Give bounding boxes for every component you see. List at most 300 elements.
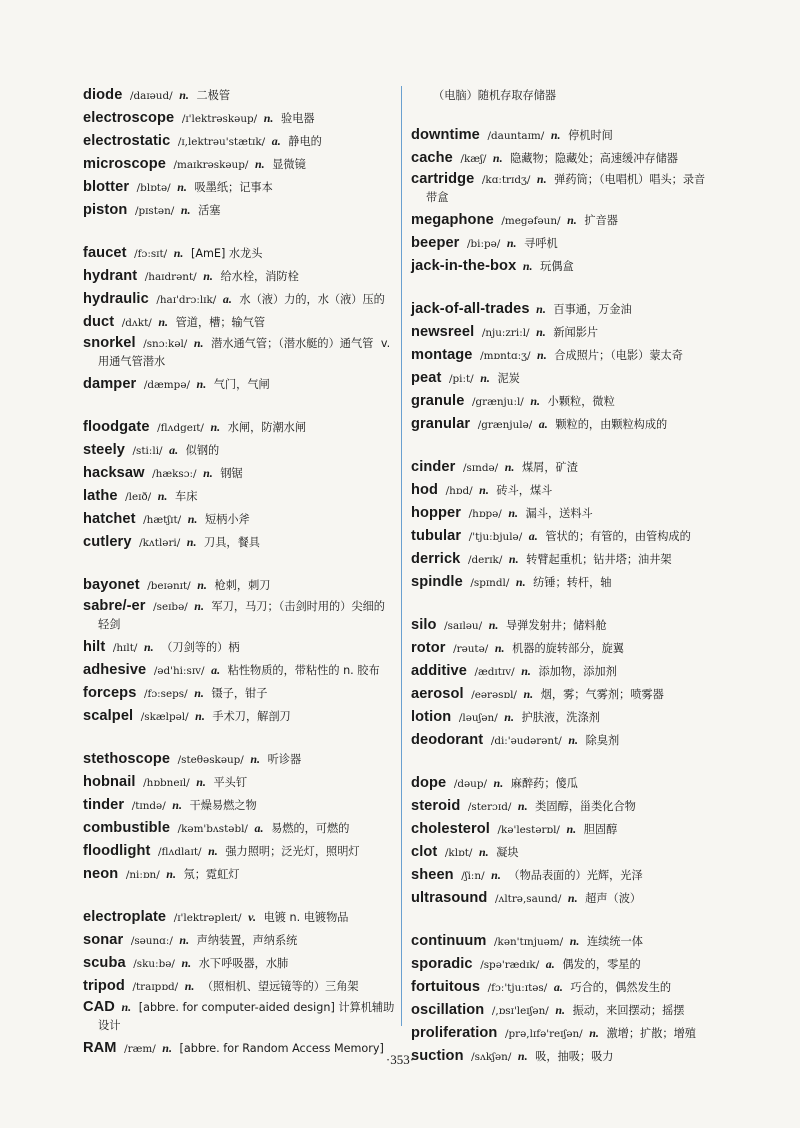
dictionary-entry bbox=[411, 683, 711, 706]
pronunciation: /flʌdgeɪt/ bbox=[157, 422, 204, 434]
dictionary-entry bbox=[83, 906, 395, 929]
headword: jack-of-all-trades bbox=[411, 301, 530, 317]
definition-extra: v. 用通气管潜水 bbox=[98, 337, 391, 368]
headword: hilt bbox=[83, 639, 106, 655]
definition: 潜水通气管；（潜水艇的）通气管 bbox=[211, 337, 374, 350]
definition: 烟，雾；气雾剂；喷雾器 bbox=[540, 688, 664, 701]
entry-group bbox=[411, 772, 711, 910]
headword: combustible bbox=[83, 820, 171, 836]
dictionary-entry bbox=[411, 479, 711, 502]
dictionary-entry bbox=[83, 130, 395, 153]
dictionary-entry bbox=[411, 255, 711, 278]
definition: 颗粒的，由颗粒构成的 bbox=[555, 418, 668, 431]
definition: 胆固醇 bbox=[583, 823, 618, 836]
definition: 二极管 bbox=[196, 89, 231, 102]
definition: 小颗粒，微粒 bbox=[547, 395, 615, 408]
definition: 弹药筒；（电唱机）唱头；录音带盒 bbox=[426, 173, 706, 204]
pronunciation: /skælpəl/ bbox=[140, 711, 189, 723]
part-of-speech: n. bbox=[179, 933, 190, 947]
definition: 电镀 n. 电镀物品 bbox=[263, 911, 349, 924]
pronunciation: /fɔːsɪt/ bbox=[134, 248, 168, 260]
part-of-speech: a. bbox=[545, 957, 555, 971]
pronunciation: /daɪəud/ bbox=[129, 90, 173, 102]
pronunciation: /kʌtləri/ bbox=[139, 537, 181, 549]
dictionary-entry bbox=[83, 153, 395, 176]
pronunciation: /seɪbə/ bbox=[153, 601, 188, 613]
dictionary-entry bbox=[83, 107, 395, 130]
part-of-speech: n. bbox=[488, 618, 499, 632]
headword: aerosol bbox=[411, 686, 464, 702]
dictionary-entry bbox=[411, 232, 711, 255]
headword: sporadic bbox=[411, 956, 473, 972]
definition: 氖；霓虹灯 bbox=[183, 868, 240, 881]
dictionary-entry bbox=[411, 1022, 711, 1045]
part-of-speech: n. bbox=[517, 1049, 528, 1063]
dictionary-entry bbox=[411, 390, 711, 413]
headword: stethoscope bbox=[83, 751, 171, 767]
headword: proliferation bbox=[411, 1025, 498, 1041]
definition: 给水栓，消防栓 bbox=[220, 270, 299, 283]
part-of-speech: n. bbox=[172, 798, 182, 812]
definition: 麻醉药；傻瓜 bbox=[510, 777, 578, 790]
dictionary-entry bbox=[83, 952, 395, 975]
pronunciation: /kæʃ/ bbox=[460, 153, 487, 165]
dictionary-entry bbox=[83, 462, 395, 485]
part-of-speech: a. bbox=[254, 821, 264, 835]
headword: electrostatic bbox=[83, 133, 171, 149]
left-column bbox=[83, 84, 395, 1080]
headword: tinder bbox=[83, 797, 125, 813]
pronunciation: /mɒntɑːʒ/ bbox=[480, 350, 531, 362]
headword: hod bbox=[411, 482, 439, 498]
definition: 似钢的 bbox=[185, 444, 220, 457]
right-entries bbox=[411, 124, 711, 1068]
part-of-speech: n. bbox=[566, 822, 577, 836]
headword: neon bbox=[83, 866, 119, 882]
entry-group bbox=[411, 456, 711, 594]
part-of-speech: n. bbox=[196, 775, 206, 789]
headword: granular bbox=[411, 416, 471, 432]
headword: oscillation bbox=[411, 1002, 485, 1018]
part-of-speech: n. bbox=[517, 799, 528, 813]
headword: hydrant bbox=[83, 268, 138, 284]
dictionary-entry bbox=[83, 840, 395, 863]
dictionary-entry bbox=[411, 525, 711, 548]
part-of-speech: n. bbox=[184, 979, 195, 993]
headword: bayonet bbox=[83, 577, 140, 593]
part-of-speech: n. bbox=[181, 956, 192, 970]
headword: sabre/-er bbox=[83, 598, 146, 614]
part-of-speech: n. bbox=[158, 315, 169, 329]
headword: damper bbox=[83, 376, 137, 392]
part-of-speech: n. bbox=[143, 640, 154, 654]
headword: hatchet bbox=[83, 511, 136, 527]
part-of-speech: n. bbox=[523, 687, 534, 701]
dictionary-entry bbox=[411, 170, 711, 207]
pronunciation: /steθəskəup/ bbox=[177, 754, 244, 766]
pronunciation: /skuːbə/ bbox=[133, 958, 175, 970]
dictionary-entry bbox=[411, 548, 711, 571]
definition: 吸，抽吸；吸力 bbox=[535, 1050, 614, 1063]
pronunciation: /kə'lestərɒl/ bbox=[497, 824, 560, 836]
dictionary-entry bbox=[411, 614, 711, 637]
pronunciation: /fɔː'tjuːɪtəs/ bbox=[487, 982, 548, 994]
part-of-speech: n. bbox=[157, 489, 168, 503]
pronunciation: /hɒpə/ bbox=[468, 508, 502, 520]
pronunciation: /grænjuːl/ bbox=[471, 396, 524, 408]
definition: 漏斗，送料斗 bbox=[525, 507, 593, 520]
definition: 粘性物质的，带粘性的 n. 胶布 bbox=[227, 664, 380, 677]
dictionary-entry bbox=[83, 659, 395, 682]
part-of-speech: n. bbox=[208, 844, 218, 858]
pronunciation: /hɒbneɪl/ bbox=[143, 777, 190, 789]
part-of-speech: n. bbox=[492, 151, 503, 165]
dictionary-entry bbox=[83, 998, 395, 1035]
pronunciation: /dæmpə/ bbox=[143, 379, 190, 391]
definition: [abbre. for computer-aided design] 计算机辅助设计 bbox=[98, 1001, 395, 1032]
dictionary-entry bbox=[83, 531, 395, 554]
dictionary-entry bbox=[83, 929, 395, 952]
dictionary-entry bbox=[411, 795, 711, 818]
dictionary-entry bbox=[411, 930, 711, 953]
dictionary-entry bbox=[83, 597, 395, 634]
part-of-speech: n. bbox=[521, 664, 531, 678]
headword: blotter bbox=[83, 179, 130, 195]
headword: hydraulic bbox=[83, 291, 149, 307]
dictionary-entry bbox=[83, 311, 395, 334]
definition: 除臭剂 bbox=[585, 734, 620, 747]
dictionary-entry bbox=[83, 334, 395, 371]
part-of-speech: n. bbox=[568, 733, 579, 747]
definition: 振动，来回摆动；摇摆 bbox=[572, 1004, 685, 1017]
definition: 短柄小斧 bbox=[204, 513, 250, 526]
pronunciation: /spə'rædɪk/ bbox=[480, 959, 540, 971]
part-of-speech: n. bbox=[491, 868, 501, 882]
part-of-speech: n. bbox=[180, 203, 191, 217]
headword: peat bbox=[411, 370, 442, 386]
part-of-speech: n. bbox=[194, 686, 204, 700]
definition: 手术刀，解剖刀 bbox=[212, 710, 291, 723]
dictionary-entry bbox=[83, 508, 395, 531]
part-of-speech: n. bbox=[494, 641, 505, 655]
headword: megaphone bbox=[411, 212, 494, 228]
definition: 砖斗，煤斗 bbox=[496, 484, 553, 497]
pronunciation: /ræm/ bbox=[124, 1043, 156, 1055]
headword: downtime bbox=[411, 127, 480, 143]
pronunciation: /kən'tɪnjuəm/ bbox=[494, 936, 564, 948]
definition: 听诊器 bbox=[267, 753, 302, 766]
definition: 水下呼吸器，水肺 bbox=[198, 957, 289, 970]
dictionary-entry bbox=[411, 637, 711, 660]
headword: spindle bbox=[411, 574, 463, 590]
dictionary-entry bbox=[83, 288, 395, 311]
pronunciation: /stiːli/ bbox=[132, 445, 163, 457]
headword: cinder bbox=[411, 459, 456, 475]
definition: 显微镜 bbox=[272, 158, 306, 171]
dictionary-entry bbox=[83, 242, 395, 265]
dictionary-entry bbox=[83, 439, 395, 462]
headword: scalpel bbox=[83, 708, 134, 724]
dictionary-entry bbox=[83, 176, 395, 199]
part-of-speech: n. bbox=[550, 128, 561, 142]
dictionary-entry bbox=[411, 818, 711, 841]
pronunciation: /klɒt/ bbox=[444, 847, 473, 859]
dictionary-entry bbox=[411, 887, 711, 910]
entry-group bbox=[83, 906, 395, 1060]
pronunciation: /piːt/ bbox=[448, 373, 474, 385]
pronunciation: /pɪstən/ bbox=[134, 205, 175, 217]
definition: 停机时间 bbox=[568, 129, 613, 142]
pronunciation: /derɪk/ bbox=[467, 554, 503, 566]
headword: continuum bbox=[411, 933, 487, 949]
pronunciation: /haɪdrənt/ bbox=[144, 271, 197, 283]
definition: 偶发的，零星的 bbox=[562, 958, 641, 971]
part-of-speech: n. bbox=[530, 394, 541, 408]
pronunciation: /saɪləu/ bbox=[444, 620, 483, 632]
part-of-speech: n. bbox=[203, 269, 213, 283]
dictionary-entry bbox=[411, 413, 711, 436]
part-of-speech: n. bbox=[536, 172, 547, 186]
pronunciation: /rəutə/ bbox=[453, 643, 489, 655]
part-of-speech: n. bbox=[210, 420, 221, 434]
pronunciation: /dəup/ bbox=[453, 778, 487, 790]
headword: piston bbox=[83, 202, 128, 218]
definition: 枪刺，刺刀 bbox=[214, 579, 271, 592]
definition: 干燥易燃之物 bbox=[189, 799, 257, 812]
entry-group bbox=[83, 242, 395, 396]
dictionary-entry bbox=[411, 976, 711, 999]
definition: 活塞 bbox=[198, 204, 221, 217]
part-of-speech: n. bbox=[536, 325, 546, 339]
headword: lotion bbox=[411, 709, 452, 725]
dictionary-entry bbox=[411, 124, 711, 147]
definition: 玩偶盒 bbox=[540, 260, 574, 273]
definition: 巧合的，偶然发生的 bbox=[570, 981, 672, 994]
pronunciation: /dʌkt/ bbox=[121, 317, 152, 329]
headword: electroscope bbox=[83, 110, 175, 126]
entry-group bbox=[83, 574, 395, 728]
pronunciation: /,ɒsɪ'leɪʃən/ bbox=[491, 1005, 549, 1017]
dictionary-entry bbox=[411, 953, 711, 976]
pronunciation: /hɒd/ bbox=[445, 485, 473, 497]
entry-group bbox=[411, 930, 711, 1068]
definition: 刀具，餐具 bbox=[204, 536, 260, 549]
pronunciation: /sterɔɪd/ bbox=[467, 801, 512, 813]
headword: sheen bbox=[411, 867, 454, 883]
dictionary-entry bbox=[83, 705, 395, 728]
part-of-speech: a. bbox=[211, 663, 221, 677]
dictionary-entry bbox=[83, 748, 395, 771]
dictionary-entry bbox=[411, 729, 711, 752]
headword: cache bbox=[411, 150, 453, 166]
headword: deodorant bbox=[411, 732, 484, 748]
pronunciation: /flʌdlaɪt/ bbox=[158, 846, 202, 858]
part-of-speech: n. bbox=[567, 891, 578, 905]
headword: RAM bbox=[83, 1040, 117, 1056]
pronunciation: /sɪndə/ bbox=[462, 462, 499, 474]
definition: 导弹发射井；储料舱 bbox=[505, 619, 607, 632]
definition: [abbre. for Random Access Memory] bbox=[179, 1042, 384, 1055]
definition: 静电的 bbox=[288, 135, 322, 148]
definition: 管状的；有管的，由管构成的 bbox=[545, 530, 691, 543]
pronunciation: /biːpə/ bbox=[467, 238, 501, 250]
entry-group bbox=[411, 614, 711, 752]
headword: hopper bbox=[411, 505, 462, 521]
headword: CAD bbox=[83, 999, 115, 1015]
dictionary-entry bbox=[411, 344, 711, 367]
definition: [AmE] 水龙头 bbox=[190, 247, 263, 260]
dictionary-entry bbox=[83, 416, 395, 439]
pronunciation: /traɪpɒd/ bbox=[132, 981, 179, 993]
headword: cartridge bbox=[411, 171, 475, 187]
definition: （刀剑等的）柄 bbox=[161, 641, 240, 654]
definition: 超声（波） bbox=[585, 892, 642, 905]
headword: newsreel bbox=[411, 324, 475, 340]
part-of-speech: n. bbox=[196, 377, 207, 391]
part-of-speech: n. bbox=[536, 302, 546, 316]
headword: granule bbox=[411, 393, 465, 409]
dictionary-entry bbox=[83, 863, 395, 886]
part-of-speech: n. bbox=[166, 867, 176, 881]
dictionary-entry bbox=[83, 574, 395, 597]
part-of-speech: n. bbox=[177, 180, 187, 194]
pronunciation: /kəm'bʌstəbl/ bbox=[177, 823, 248, 835]
part-of-speech: n. bbox=[478, 845, 489, 859]
definition: 机器的旋转部分，旋翼 bbox=[512, 642, 624, 655]
dictionary-entry bbox=[83, 771, 395, 794]
right-column bbox=[411, 84, 711, 1088]
part-of-speech: n. bbox=[121, 1000, 132, 1014]
part-of-speech: n. bbox=[508, 506, 519, 520]
headword: floodgate bbox=[83, 419, 150, 435]
headword: floodlight bbox=[83, 843, 151, 859]
entry-group bbox=[411, 298, 711, 436]
definition: 隐藏物；隐藏处；高速缓冲存储器 bbox=[510, 152, 678, 165]
pronunciation: /ɪ'lektrəskəup/ bbox=[181, 113, 258, 125]
definition: （照相机、望远镜等的）三角架 bbox=[201, 980, 359, 993]
dictionary-entry bbox=[411, 660, 711, 683]
part-of-speech: n. bbox=[506, 236, 517, 250]
entry-group bbox=[83, 748, 395, 886]
dictionary-entry bbox=[411, 864, 711, 887]
continuation-line: （电脑）随机存取存储器 bbox=[433, 89, 557, 102]
definition: 扩音器 bbox=[584, 214, 618, 227]
part-of-speech: a. bbox=[169, 443, 179, 457]
pronunciation: /səunɑː/ bbox=[130, 935, 173, 947]
definition: 验电器 bbox=[281, 112, 315, 125]
dictionary-entry bbox=[83, 975, 395, 998]
dictionary-entry bbox=[411, 772, 711, 795]
pronunciation: /diː'əudərənt/ bbox=[490, 735, 562, 747]
pronunciation: /njuːzriːl/ bbox=[481, 327, 530, 339]
pronunciation: /hæksɔː/ bbox=[152, 468, 197, 480]
part-of-speech: v. bbox=[248, 910, 257, 924]
dictionary-entry bbox=[411, 999, 711, 1022]
headword: faucet bbox=[83, 245, 127, 261]
part-of-speech: n. bbox=[555, 1003, 566, 1017]
headword: beeper bbox=[411, 235, 460, 251]
definition: 新闻影片 bbox=[553, 326, 599, 339]
headword: electroplate bbox=[83, 909, 167, 925]
part-of-speech: n. bbox=[194, 599, 204, 613]
headword: snorkel bbox=[83, 335, 136, 351]
dictionary-entry bbox=[411, 502, 711, 525]
definition: 钢锯 bbox=[220, 467, 243, 480]
definition: 泥炭 bbox=[497, 372, 520, 385]
part-of-speech: n. bbox=[479, 483, 489, 497]
pronunciation: /leɪð/ bbox=[125, 491, 152, 503]
headword: adhesive bbox=[83, 662, 147, 678]
headword: rotor bbox=[411, 640, 446, 656]
definition: 车床 bbox=[175, 490, 198, 503]
headword: ultrasound bbox=[411, 890, 488, 906]
headword: derrick bbox=[411, 551, 461, 567]
part-of-speech: n. bbox=[186, 535, 197, 549]
headword: steroid bbox=[411, 798, 461, 814]
dictionary-entry bbox=[411, 298, 711, 321]
dictionary-entry bbox=[411, 571, 711, 594]
pronunciation: /'tjuːbjulə/ bbox=[468, 531, 523, 543]
headword: diode bbox=[83, 87, 123, 103]
dictionary-entry bbox=[83, 636, 395, 659]
dictionary-entry bbox=[83, 199, 395, 222]
headword: cutlery bbox=[83, 534, 132, 550]
pronunciation: /ləuʃən/ bbox=[458, 712, 498, 724]
headword: clot bbox=[411, 844, 438, 860]
dictionary-entry bbox=[83, 682, 395, 705]
part-of-speech: n. bbox=[515, 575, 526, 589]
definition: 平头钉 bbox=[213, 776, 248, 789]
pronunciation: /beɪənɪt/ bbox=[147, 580, 191, 592]
entry-group bbox=[83, 84, 395, 222]
definition: 镊子，钳子 bbox=[211, 687, 268, 700]
definition: 转臂起重机；钻井塔；油井架 bbox=[526, 553, 672, 566]
part-of-speech: n. bbox=[537, 348, 547, 362]
headword: forceps bbox=[83, 685, 137, 701]
part-of-speech: n. bbox=[522, 259, 533, 273]
headword: scuba bbox=[83, 955, 126, 971]
pronunciation: /grænjulə/ bbox=[477, 419, 533, 431]
part-of-speech: n. bbox=[187, 512, 198, 526]
pronunciation: /kɑːtrɪdʒ/ bbox=[481, 174, 531, 186]
definition: 合成照片；（电影）蒙太奇 bbox=[554, 349, 683, 362]
definition: 寻呼机 bbox=[524, 237, 558, 250]
part-of-speech: n. bbox=[493, 776, 504, 790]
headword: hacksaw bbox=[83, 465, 145, 481]
part-of-speech: n. bbox=[263, 111, 274, 125]
part-of-speech: n. bbox=[195, 709, 205, 723]
pronunciation: /niːɒn/ bbox=[125, 869, 160, 881]
pronunciation: /əd'hiːsɪv/ bbox=[153, 665, 205, 677]
dictionary-entry bbox=[83, 84, 395, 107]
pronunciation: /prə,lɪfə'reɪʃən/ bbox=[505, 1028, 583, 1040]
definition: 百事通，万金油 bbox=[553, 303, 632, 316]
headword: hobnail bbox=[83, 774, 136, 790]
dictionary-entry bbox=[83, 485, 395, 508]
dictionary-entry bbox=[83, 794, 395, 817]
part-of-speech: a. bbox=[222, 292, 232, 306]
pronunciation: /dauntaɪm/ bbox=[487, 130, 545, 142]
headword: jack-in-the-box bbox=[411, 258, 517, 274]
definition: 激增；扩散；增殖 bbox=[606, 1027, 696, 1040]
part-of-speech: a. bbox=[538, 417, 548, 431]
definition: 易燃的，可燃的 bbox=[271, 822, 350, 835]
dictionary-entry bbox=[83, 373, 395, 396]
pronunciation: /sʌkʃən/ bbox=[471, 1051, 512, 1063]
headword: steely bbox=[83, 442, 125, 458]
pronunciation: /spɪndl/ bbox=[470, 577, 510, 589]
part-of-speech: n. bbox=[480, 371, 490, 385]
